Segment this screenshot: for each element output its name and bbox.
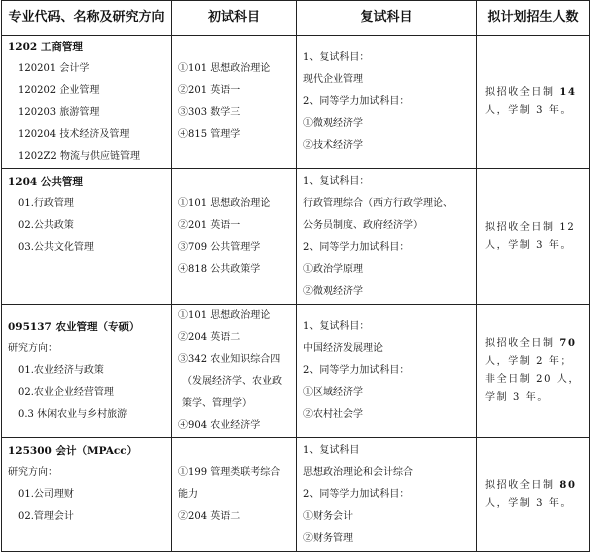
header-row [2,1,590,36]
exam-subject: ③342 农业知识综合四 [178,354,281,365]
exam-subject: ①101 思想政治理论 [178,310,271,321]
plan-text: 人，学制 3 年。 [485,105,573,116]
retest-line: ②技术经济学 [303,140,363,151]
retest-line: ②财务管理 [303,532,353,544]
exam-subject: ③303 数学三 [178,107,241,118]
retest-line: 中国经济发展理论 [303,343,383,354]
retest-line: 1、复试科目： [303,175,370,187]
direction-item: 120203 旅游管理 [18,107,100,118]
retest-line: 1、复试科目 [303,444,360,456]
plan-text: 拟招收全日制 [485,479,555,491]
exam-subject: ①101 思想政治理论 [178,63,271,74]
major-cell [2,36,172,169]
direction-item: 03.公共文化管理 [18,241,94,253]
exam-subject: ④904 农业经济学 [178,420,261,431]
header-enrollment-plan: 拟计划招生人数 [477,1,590,36]
direction-subtitle: 研究方向： [8,343,58,354]
plan-number: 14 [559,87,577,98]
exam-subject-detail: 策学、管理学） [182,398,252,409]
plan-text: 拟招收全日制 [485,338,555,349]
direction-item: 02.公共政策 [18,219,74,231]
plan-cell [477,169,590,305]
table-row [2,36,590,169]
exam-cell [172,169,297,305]
exam-subject: ②201 英语一 [178,85,241,96]
header-retest: 复试科目 [297,1,477,36]
exam-subject: ④815 管理学 [178,129,241,140]
exam-subject: ④818 公共政策学 [178,263,261,275]
plan-number: 12 [559,221,576,233]
plan-text: 人，学制 2 年；非全日制 20 人，学制 3 年。 [485,356,581,403]
major-title: 095137 农业管理（专硕） [8,321,140,333]
table-row [2,305,590,438]
exam-cell [172,305,297,438]
direction-item: 01.农业经济与政策 [18,365,104,376]
exam-subject: ②201 英语一 [178,219,241,231]
direction-item: 0.3 休闲农业与乡村旅游 [18,409,128,420]
exam-subject: ③709 公共管理学 [178,241,261,253]
exam-cell [172,438,297,552]
plan-cell [477,438,590,552]
retest-line: 2、同等学力加试科目： [303,488,410,500]
retest-line: 公务员制度、政府经济学） [303,219,423,231]
retest-line: 思想政治理论和会计综合 [303,466,413,478]
plan-number: 80 [559,479,577,491]
retest-line: 2、同等学力加试科目： [303,241,410,253]
table-row [2,438,590,552]
major-cell [2,169,172,305]
plan-number: 70 [559,338,577,349]
plan-text: 人，学制 3 年。 [485,239,573,251]
major-title: 1204 公共管理 [8,175,83,188]
retest-line: ①财务会计 [303,510,353,522]
retest-line: 现代企业管理 [303,74,363,85]
retest-line: ①区域经济学 [303,387,363,398]
retest-line: ①政治学原理 [303,263,363,275]
direction-item: 01.行政管理 [18,197,74,209]
direction-item: 01.公司理财 [18,488,74,500]
plan-cell [477,305,590,438]
plan-text: 拟招收全日制 [485,87,555,98]
retest-line: ①微观经济学 [303,118,363,129]
plan-text: 拟招收全日制 [485,221,555,233]
retest-cell [297,169,477,305]
direction-item: 120204 技术经济及管理 [18,129,130,140]
exam-subject: ②204 英语二 [178,510,241,522]
retest-line: ②微观经济学 [303,285,363,297]
retest-line: ②农村社会学 [303,409,363,420]
exam-cell [172,36,297,169]
major-cell [2,305,172,438]
plan-text: 人，学制 3 年。 [485,497,573,509]
retest-line: 行政管理综合（西方行政学理论、 [303,197,453,209]
exam-subject: ②204 英语二 [178,332,241,343]
direction-item: 120201 会计学 [18,63,90,74]
retest-cell [297,305,477,438]
retest-cell [297,438,477,552]
admissions-table [1,0,590,552]
direction-item: 02.管理会计 [18,510,74,522]
exam-subject-detail: 能力 [178,488,198,500]
retest-cell [297,36,477,169]
header-initial-exam: 初试科目 [172,1,297,36]
retest-line: 1、复试科目： [303,52,370,63]
direction-item: 1202Z2 物流与供应链管理 [18,151,140,162]
table-row [2,169,590,305]
retest-line: 2、同等学力加试科目： [303,96,410,107]
direction-item: 120202 企业管理 [18,85,100,96]
major-title: 1202 工商管理 [8,41,83,53]
retest-line: 1、复试科目： [303,321,370,332]
exam-subject: ①101 思想政治理论 [178,197,271,209]
major-cell [2,438,172,552]
direction-subtitle: 研究方向： [8,466,58,478]
retest-line: 2、同等学力加试科目： [303,365,410,376]
exam-subject: ①199 管理类联考综合 [178,466,281,478]
direction-item: 02.农业企业经营管理 [18,387,114,398]
header-major: 专业代码、名称及研究方向 [2,1,172,36]
exam-subject-detail: （发展经济学、农业政 [182,376,282,387]
plan-cell [477,36,590,169]
major-title: 125300 会计（MPAcc） [8,444,138,457]
